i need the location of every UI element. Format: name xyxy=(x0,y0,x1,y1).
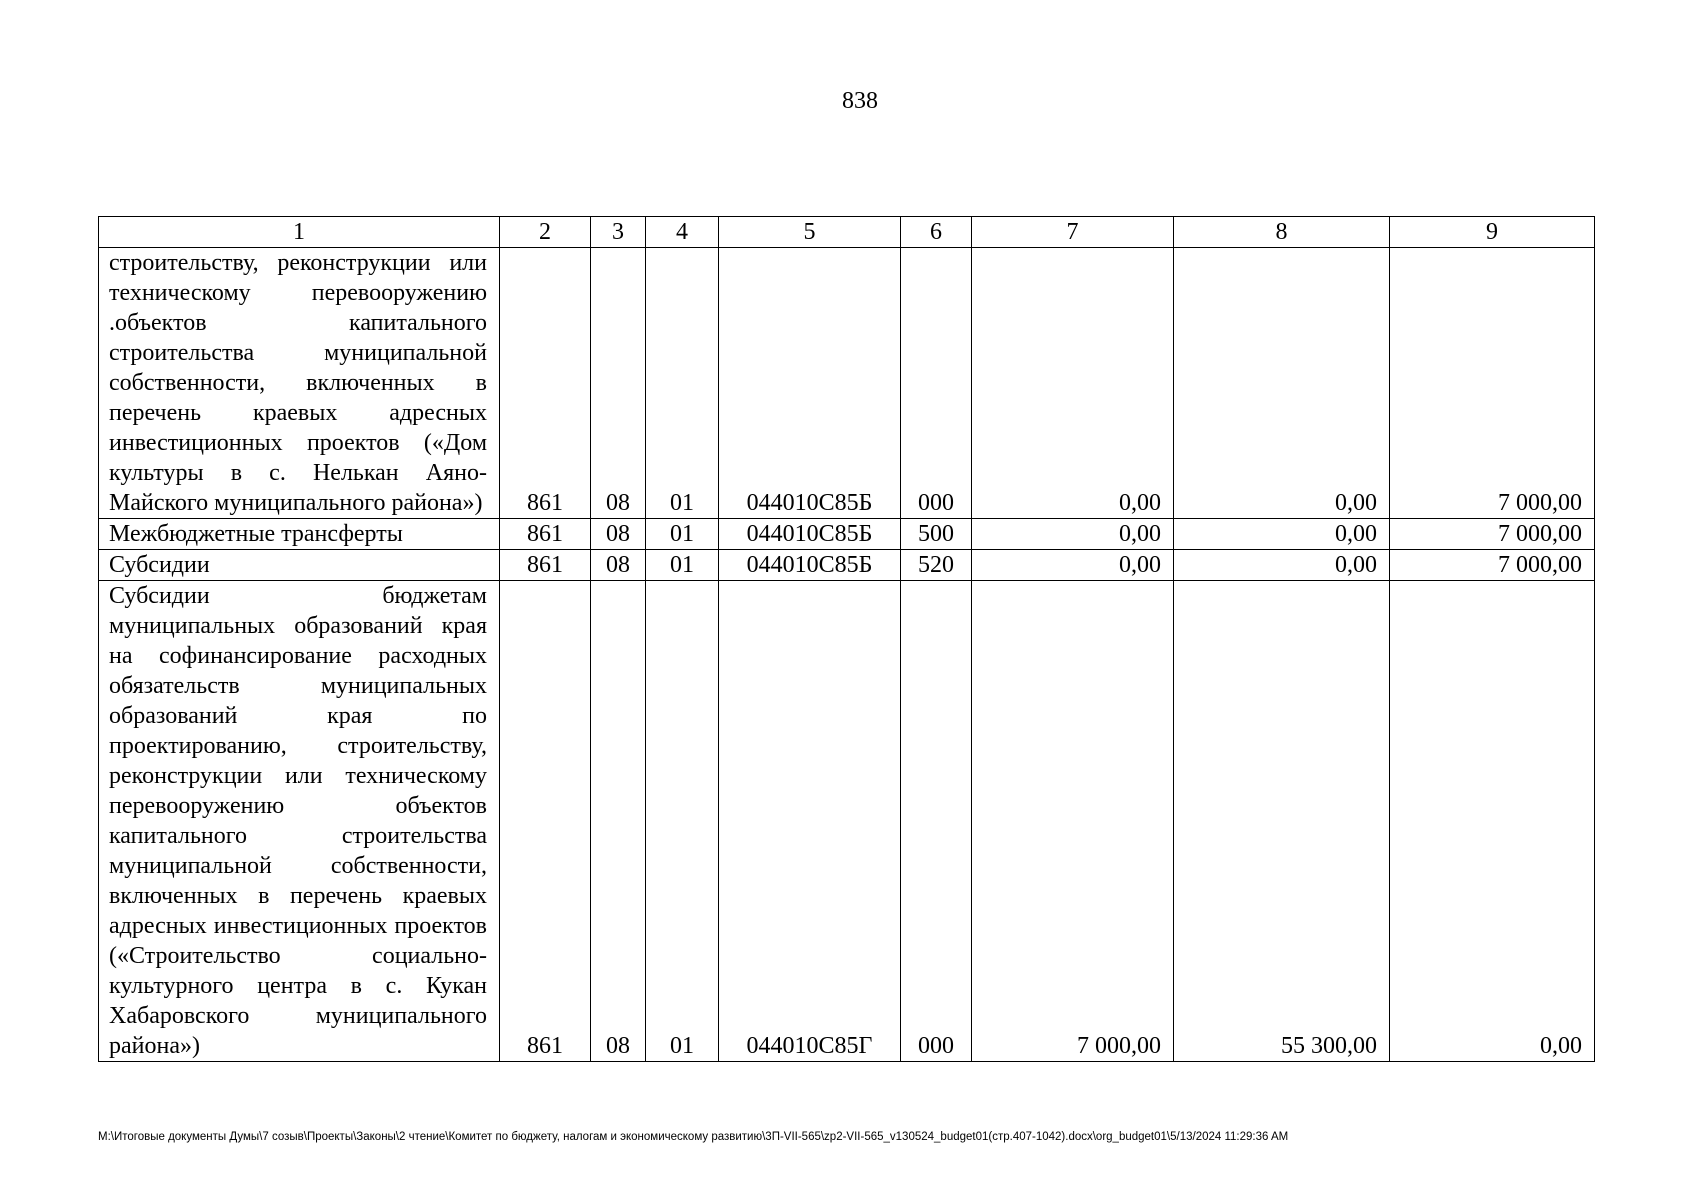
cell-amount-7: 0,00 xyxy=(972,248,1174,519)
budget-table xyxy=(98,216,1595,1062)
cell-amount-8: 0,00 xyxy=(1174,248,1390,519)
table-header-row xyxy=(99,217,1595,248)
cell-expense-type: 500 xyxy=(901,519,972,550)
column-header-4: 4 xyxy=(646,217,719,248)
table-row xyxy=(99,248,1595,519)
cell-admin-code: 861 xyxy=(500,550,591,581)
cell-section: 08 xyxy=(591,581,646,1062)
cell-admin-code: 861 xyxy=(500,519,591,550)
cell-section: 08 xyxy=(591,248,646,519)
cell-subsection: 01 xyxy=(646,550,719,581)
row-description: строительству, реконструкции или техническому перевооружению .объектов капитального строительства муниципальной собственности, включенных в перечень краевых адресных инвестиционных проектов («Дом культуры в с. Нелькан Аяно-Майского муниципального района») xyxy=(99,248,500,519)
cell-expense-type: 520 xyxy=(901,550,972,581)
cell-amount-9: 7 000,00 xyxy=(1390,550,1595,581)
row-description: Межбюджетные трансферты xyxy=(99,519,500,550)
column-header-2: 2 xyxy=(500,217,591,248)
cell-admin-code: 861 xyxy=(500,248,591,519)
cell-amount-9: 7 000,00 xyxy=(1390,248,1595,519)
document-file-path: M:\Итоговые документы Думы\7 созыв\Проекты\Законы\2 чтение\Комитет по бюджету, налогам и экономическому развитию\3П-VII-565\zp2-VII-565_v130524_budget01(стр.407-1042).docx\org_budget01\5/13/2024 11:29:36 AM xyxy=(98,1131,1289,1143)
cell-subsection: 01 xyxy=(646,581,719,1062)
row-description: Субсидии бюджетам муниципальных образований края на софинансирование расходных обязательств муниципальных образований края по проектированию, строительству, реконструкции или техническому перевооружению объектов капитального строительства муниципальной собственности, включенных в перечень краевых адресных инвестиционных проектов («Строительство социально-культурного центра в с. Кукан Хабаровского муниципального района») xyxy=(99,581,500,1062)
cell-admin-code: 861 xyxy=(500,581,591,1062)
cell-amount-9: 7 000,00 xyxy=(1390,519,1595,550)
cell-subsection: 01 xyxy=(646,248,719,519)
cell-amount-8: 0,00 xyxy=(1174,519,1390,550)
cell-amount-8: 0,00 xyxy=(1174,550,1390,581)
column-header-8: 8 xyxy=(1174,217,1390,248)
cell-amount-7: 0,00 xyxy=(972,550,1174,581)
column-header-7: 7 xyxy=(972,217,1174,248)
table-row xyxy=(99,581,1595,1062)
cell-target-article: 044010С85Б xyxy=(719,519,901,550)
cell-expense-type: 000 xyxy=(901,581,972,1062)
column-header-1: 1 xyxy=(99,217,500,248)
cell-expense-type: 000 xyxy=(901,248,972,519)
table-row xyxy=(99,519,1595,550)
cell-amount-7: 7 000,00 xyxy=(972,581,1174,1062)
column-header-6: 6 xyxy=(901,217,972,248)
cell-section: 08 xyxy=(591,550,646,581)
cell-amount-8: 55 300,00 xyxy=(1174,581,1390,1062)
page-number: 838 xyxy=(842,88,878,114)
cell-target-article: 044010С85Г xyxy=(719,581,901,1062)
row-description: Субсидии xyxy=(99,550,500,581)
table-row xyxy=(99,550,1595,581)
cell-amount-9: 0,00 xyxy=(1390,581,1595,1062)
column-header-9: 9 xyxy=(1390,217,1595,248)
cell-target-article: 044010С85Б xyxy=(719,248,901,519)
cell-amount-7: 0,00 xyxy=(972,519,1174,550)
cell-section: 08 xyxy=(591,519,646,550)
cell-subsection: 01 xyxy=(646,519,719,550)
cell-target-article: 044010С85Б xyxy=(719,550,901,581)
column-header-3: 3 xyxy=(591,217,646,248)
column-header-5: 5 xyxy=(719,217,901,248)
